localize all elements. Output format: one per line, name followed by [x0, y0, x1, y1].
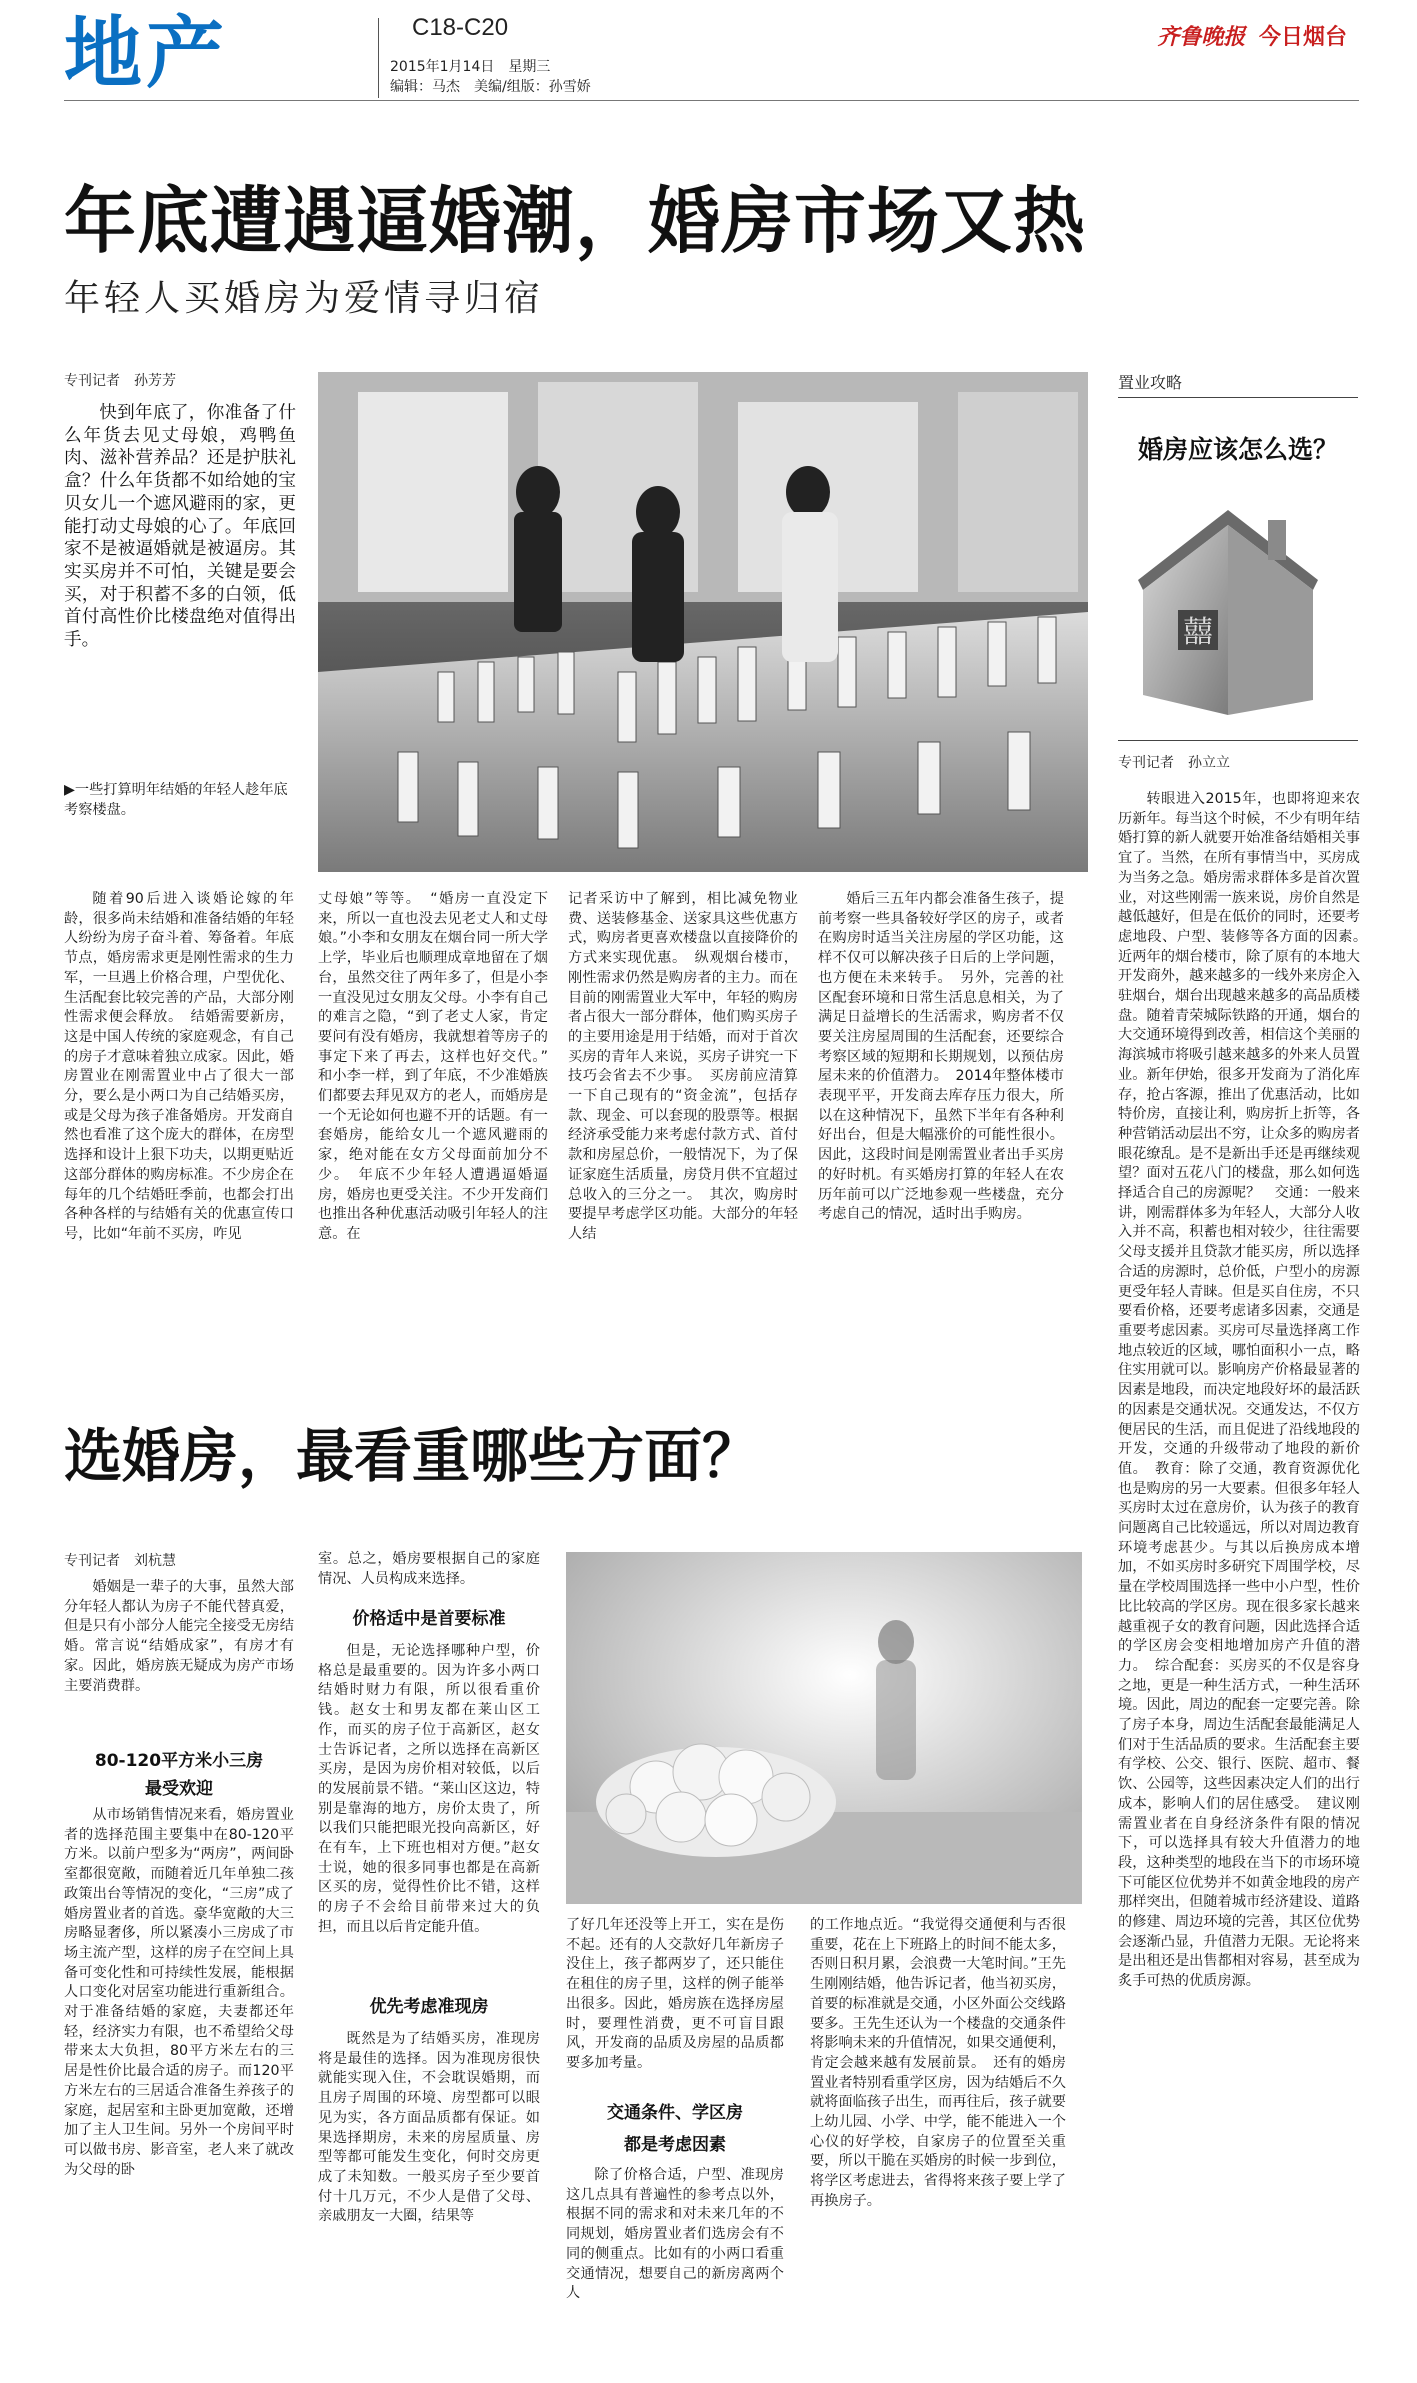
issue-date: 2015年1月14日 星期三: [390, 59, 551, 75]
story2-column-2b: 既然是为了结婚买房，准现房将是最佳的选择。因为准现房很快就能实现入住，不会耽误婚期，而且房子周围的环境、房型都可以眼见为实，各方面品质都有保证。如果选择期房，未来的房屋质量、房型等都可能发生变化，何时交房更成了未知数。一般买房子至少要首付十几万元，不少人是借了父母、亲戚朋友一大圈，结果等: [318, 2031, 540, 2225]
paper-brand: [1157, 20, 1347, 51]
section-logo: [64, 9, 394, 99]
story2-column-2-top: 室。总之，婚房要根据自己的家庭情况、人员构成来选择。: [318, 1551, 540, 1587]
story2-subhead-3: 优先考虑准现房: [369, 1997, 489, 2017]
house-illustration: [1118, 480, 1358, 730]
bouquet-photo: [566, 1552, 1082, 1904]
masthead-rule: [64, 100, 1359, 101]
story2-subhead-4b: 都是考虑因素: [624, 2135, 726, 2155]
story1-column-2: 丈母娘”等等。 “婚房一直没定下来，所以一直也没去见老丈人和丈母娘。”小李和女朋友在烟台同一所大学上学，毕业后也顺理成章地留在了烟台，虽然交往了两年多了，但是小李一直没见过女朋友父母。小李有自己的难言之隐，“到了老丈人家，肯定要问有没有婚房，我就想着等房子的事定下来了再去，这样也好交代。” 和小李一样，到了年底，不少准婚族们都要去拜见双方的老人，而婚房是一个无论如何也避不开的话题。有一套婚房，能给女儿一个遮风避雨的家，绝对能在女方父母面前加分不少。 年底不少年轻人遭遇逼婚逼房，婚房也更受关注。不少开发商们也推出各种优惠活动吸引年轻人的注意。在: [318, 891, 563, 1242]
story1-column-3: 记者采访中了解到，相比减免物业费、送装修基金、送家具这些优惠方式，购房者更喜欢楼盘以直接降价的方式来实现优惠。 纵观烟台楼市，刚性需求仍然是购房者的主力。而在目前的刚需置业大军中，年轻的购房者占很大一部分群体，他们购买房子的主要用途是用于结婚，而对于首次买房的青年人来说，买房子讲究一下技巧会省去不少事。 买房前应清算一下自己现有的“资金流”，包括存款、现金、可以套现的股票等。根据经济承受能力来考虑付款方式、首付款和房屋总价，一般情况下，为了保证家庭生活质量，房贷月供不宜超过总收入的三分之一。 其次，购房时要提早考虑学区功能。大部分的年轻人结: [568, 891, 798, 1242]
story2-subhead-4: 交通条件、学区房: [607, 2103, 743, 2123]
story2-intro: 婚姻是一辈子的大事，虽然大部分年轻人都认为房子不能代替真爱，但是只有小部分人能完全接受无房结婚。常言说“结婚成家”，有房才有家。因此，婚房族无疑成为房产市场主要消费群。: [64, 1579, 294, 1694]
edition-name: 今日烟台: [1258, 25, 1347, 50]
story2-column-4: 的工作地点近。“我觉得交通便利与否很重要，花在上下班路上的时间不能太多，否则日积月累，会浪费一大笔时间。”王先生刚刚结婚，他告诉记者，他当初买房，首要的标准就是交通，小区外面公交线路要多。王先生还认为一个楼盘的交通条件将影响未来的升值情况，如果交通便利，肯定会越来越有发展前景。 还有的婚房置业者特别看重学区房，因为结婚后不久就将面临孩子出生，而再往后，孩子就要上幼儿园、小学、中学，能不能进入一个心仪的好学校，自家房子的位置至关重要，所以干脆在买婚房的时候一步到位，将学区考虑进去，省得将来孩子要上学了再换房子。: [810, 1917, 1066, 2209]
house-icon: [1118, 480, 1358, 730]
story2-subhead-2: 价格适中是首要标准: [352, 1609, 506, 1629]
svg-text:囍: 囍: [1183, 615, 1213, 650]
story1-lead: 快到年底了，你准备了什么年货去见丈母娘，鸡鸭鱼肉、滋补营养品？还是护肤礼盒？什么年货都不如给她的宝贝女儿一个遮风避雨的家，更能打动丈母娘的心了。年底回家不是被逼婚就是被逼房。其实买房并不可怕，关键是要会买，对于积蓄不多的白领，低首付高性价比楼盘绝对值得出手。: [64, 403, 296, 651]
page-range: C18-C20: [412, 14, 509, 41]
story2-subhead-1b: 最受欢迎: [145, 1779, 213, 1799]
sidebar-label: 置业攻略: [1118, 373, 1183, 392]
story1-byline: 专刊记者 孙芳芳: [64, 373, 176, 389]
bouquet-photo-image: [566, 1552, 1082, 1904]
showroom-photo: [318, 372, 1088, 872]
story2-column-2: 但是，无论选择哪种户型，价格总是最重要的。因为许多小两口结婚时财力有限，所以很看重价钱。赵女士和男友都在莱山区工作，而买的房子位于高新区，赵女士告诉记者，之所以选择在高新区买房，是因为房价相对较低，以后的发展前景不错。“莱山区这边，特别是靠海的地方，房价太贵了，所以我们只能把眼光投向高新区，好在有车，上下班也相对方便。”赵女士说，她的很多同事也都是在高新区买的房，觉得性价比不错，这样的房子不会给目前带来过大的负担，而且以后肯定能升值。: [318, 1643, 540, 1935]
story2-column-1: 从市场销售情况来看，婚房置业者的选择范围主要集中在80-120平方米。以前户型多为“两房”，两间卧室都很宽敞，而随着近几年单独二孩政策出台等情况的变化，“三房”成了婚房置业者的首选。豪华宽敞的大三房略显奢侈，所以紧凑小三房成了市场主流产型，这样的房子在空间上具备可变化性和可持续性发展，能根据人口变化对居室功能进行重新组合。对于准备结婚的家庭，夫妻都还年轻，经济实力有限，也不希望给父母带来太大负担，80平方米左右的三居是性价比最合适的房子。而120平方米左右的三居适合准备生养孩子的家庭，起居室和主卧更加宽敞，还增加了主人卫生间。另外一个房间平时可以做书房、影音室，老人来了就改为父母的卧: [64, 1807, 294, 2178]
story1-column-4: 婚后三五年内都会准备生孩子，提前考察一些具备较好学区的房子，或者在购房时适当关注房屋的学区功能，这样不仅可以解决孩子日后的上学问题，也方便在未来转手。 另外，完善的社区配套环境和日常生活息息相关，为了满足日益增长的生活需求，购房者不仅要关注房屋周围的生活配套，还要综合考察区域的短期和长期规划，以预估房屋未来的价值潜力。 2014年整体楼市表现平平，开发商去库存压力很大，所以在这种情况下，虽然下半年有各种利好出台，但是大幅涨价的可能性很小。因此，这段时间是刚需置业者出手买房的好时机。有买婚房打算的年轻人在农历年前可以广泛地参观一些楼盘，充分考虑自己的情况，适时出手购房。: [818, 891, 1064, 1223]
main-headline: 年底遭遇逼婚潮，婚房市场又热: [64, 179, 1087, 263]
sidebar-rule-2: [1118, 740, 1358, 741]
story2-subhead-1: 80-120平方米小三房: [94, 1751, 264, 1771]
showroom-photo-image: [318, 372, 1088, 872]
sidebar-byline: 专刊记者 孙立立: [1118, 755, 1230, 771]
story2-column-3: 除了价格合适，户型、准现房这几点具有普遍性的参考点以外，根据不同的需求和对未来几年的不同规划，婚房置业者们选房会有不同的侧重点。比如有的小两口看重交通情况，想要自己的新房离两个人: [566, 2167, 784, 2302]
editor-credits: 编辑：马杰 美编/组版：孙雪娇: [390, 79, 591, 95]
section-name: 地产: [64, 9, 229, 99]
main-subheadline: 年轻人买婚房为爱情寻归宿: [64, 278, 545, 319]
sidebar-title: 婚房应该怎么选？: [1137, 435, 1338, 464]
paper-name: 齐鲁晚报: [1157, 25, 1246, 50]
masthead-divider: [378, 18, 379, 98]
story2-byline: 专刊记者 刘杭慧: [64, 1553, 176, 1569]
sidebar-body: 转眼进入2015年，也即将迎来农历新年。每当这个时候，不少有明年结婚打算的新人就要开始准备结婚相关事宜了。当然，在所有事情当中，买房成为当务之急。婚房需求群体多是首次置业，对这些刚需一族来说，房价自然是越低越好，但是在低价的同时，还要考虑地段、户型、装修等各方面的因素。 近两年的烟台楼市，除了原有的本地大开发商外，越来越多的一线外来房企入驻烟台，烟台出现越来越多的高品质楼盘。随着青荣城际铁路的开通，烟台的大交通环境得到改善，相信这个美丽的海滨城市将吸引越来越多的外来人员置业。新年伊始，很多开发商为了消化库存，抢占客源，推出了优惠活动，比如特价房，直接让利，购房折上折等，各种营销活动层出不穷，让众多的购房者眼花缭乱。是不是新出手还是再继续观望？面对五花八门的楼盘，那么如何选择适合自己的房源呢？ 交通：一般来讲，刚需群体多为年轻人，大部分人收入并不高，积蓄也相对较少，往往需要父母支援并且贷款才能买房，所以选择合适的房源时，总价低，户型小的房源更受年轻人青睐。但是买自住房，不只要看价格，还要考虑诸多因素，交通是重要考虑因素。买房可尽量选择离工作地点较近的区域，哪怕面积小一点，略住实用就可以。影响房产价格最显著的因素是地段，而决定地段好坏的最活跃的因素是交通状况。交通发达，不仅方便居民的生活，而且促进了沿线地段的开发，交通的升级带动了地段的新价值。 教育：除了交通，教育资源优化也是购房的另一大要素。但很多年轻人买房时太过在意房价，认为孩子的教育问题离自己比较遥远，所以对周边教育环境考虑甚少。与其以后换房成本增加，不如买房时多研究下周围学校，尽量在学校周围选择一些中小户型，性价比比较高的学区房。现在很多家长越来越重视子女的教育问题，因此选择合适的学区房会变相地增加房产升值的潜力。 综合配套：买房买的不仅是容身之地，更是一种生活方式，一种生活环境。因此，周边的配套一定要完善。除了房子本身，周边生活配套最能满足人们对于生活品质的要求。生活配套主要有学校、公交、银行、医院、超市、餐饮、公园等，这些因素决定人们的出行成本，影响人们的居住感受。 建议刚需置业者在自身经济条件有限的情况下，可以选择具有较大升值潜力的地段，这种类型的地段在当下的市场环境下可能区位优势并不如黄金地段的房产那样突出，但随着城市经济建设、道路的修建、周边环境的完善，其区位优势会逐渐凸显，升值潜力无限。无论将来是出租还是出售都相对容易，甚至成为炙手可热的优质房源。: [1118, 791, 1375, 1990]
sidebar-rule: [1118, 397, 1358, 398]
story1-column-1: 随着90后进入谈婚论嫁的年龄，很多尚未结婚和准备结婚的年轻人纷纷为房子奋斗着、筹备着。年底节点，婚房需求更是刚性需求的生力军，一旦遇上价格合理，户型优化、生活配套比较完善的产品，大部分刚性需求便会释放。 结婚需要新房，这是中国人传统的家庭观念，有自己的房子才意味着独立成家。因此，婚房置业在刚需置业中占了很大一部分，要么是小两口为自己结婚买房，或是父母为孩子准备婚房。开发商自然也看准了这个庞大的群体，在房型选择和设计上狠下功夫，以期更贴近这部分群体的购房标准。不少房企在每年的几个结婚旺季前，也都会打出各种各样的与结婚有关的优惠宣传口号，比如“年前不买房，咋见: [64, 891, 294, 1242]
photo-caption: ▶一些打算明年结婚的年轻人趁年底考察楼盘。: [64, 782, 288, 818]
second-headline: 选婚房，最看重哪些方面？: [64, 1422, 761, 1490]
story2-column-3-top: 了好几年还没等上开工，实在是伤不起。还有的人交款好几年新房子没住上，孩子都两岁了，还只能住在租住的房子里，这样的例子能举出很多。因此，婚房族在选择房屋时，要理性消费，更不可盲目跟风，开发商的品质及房屋的品质都要多加考量。: [566, 1917, 784, 2071]
